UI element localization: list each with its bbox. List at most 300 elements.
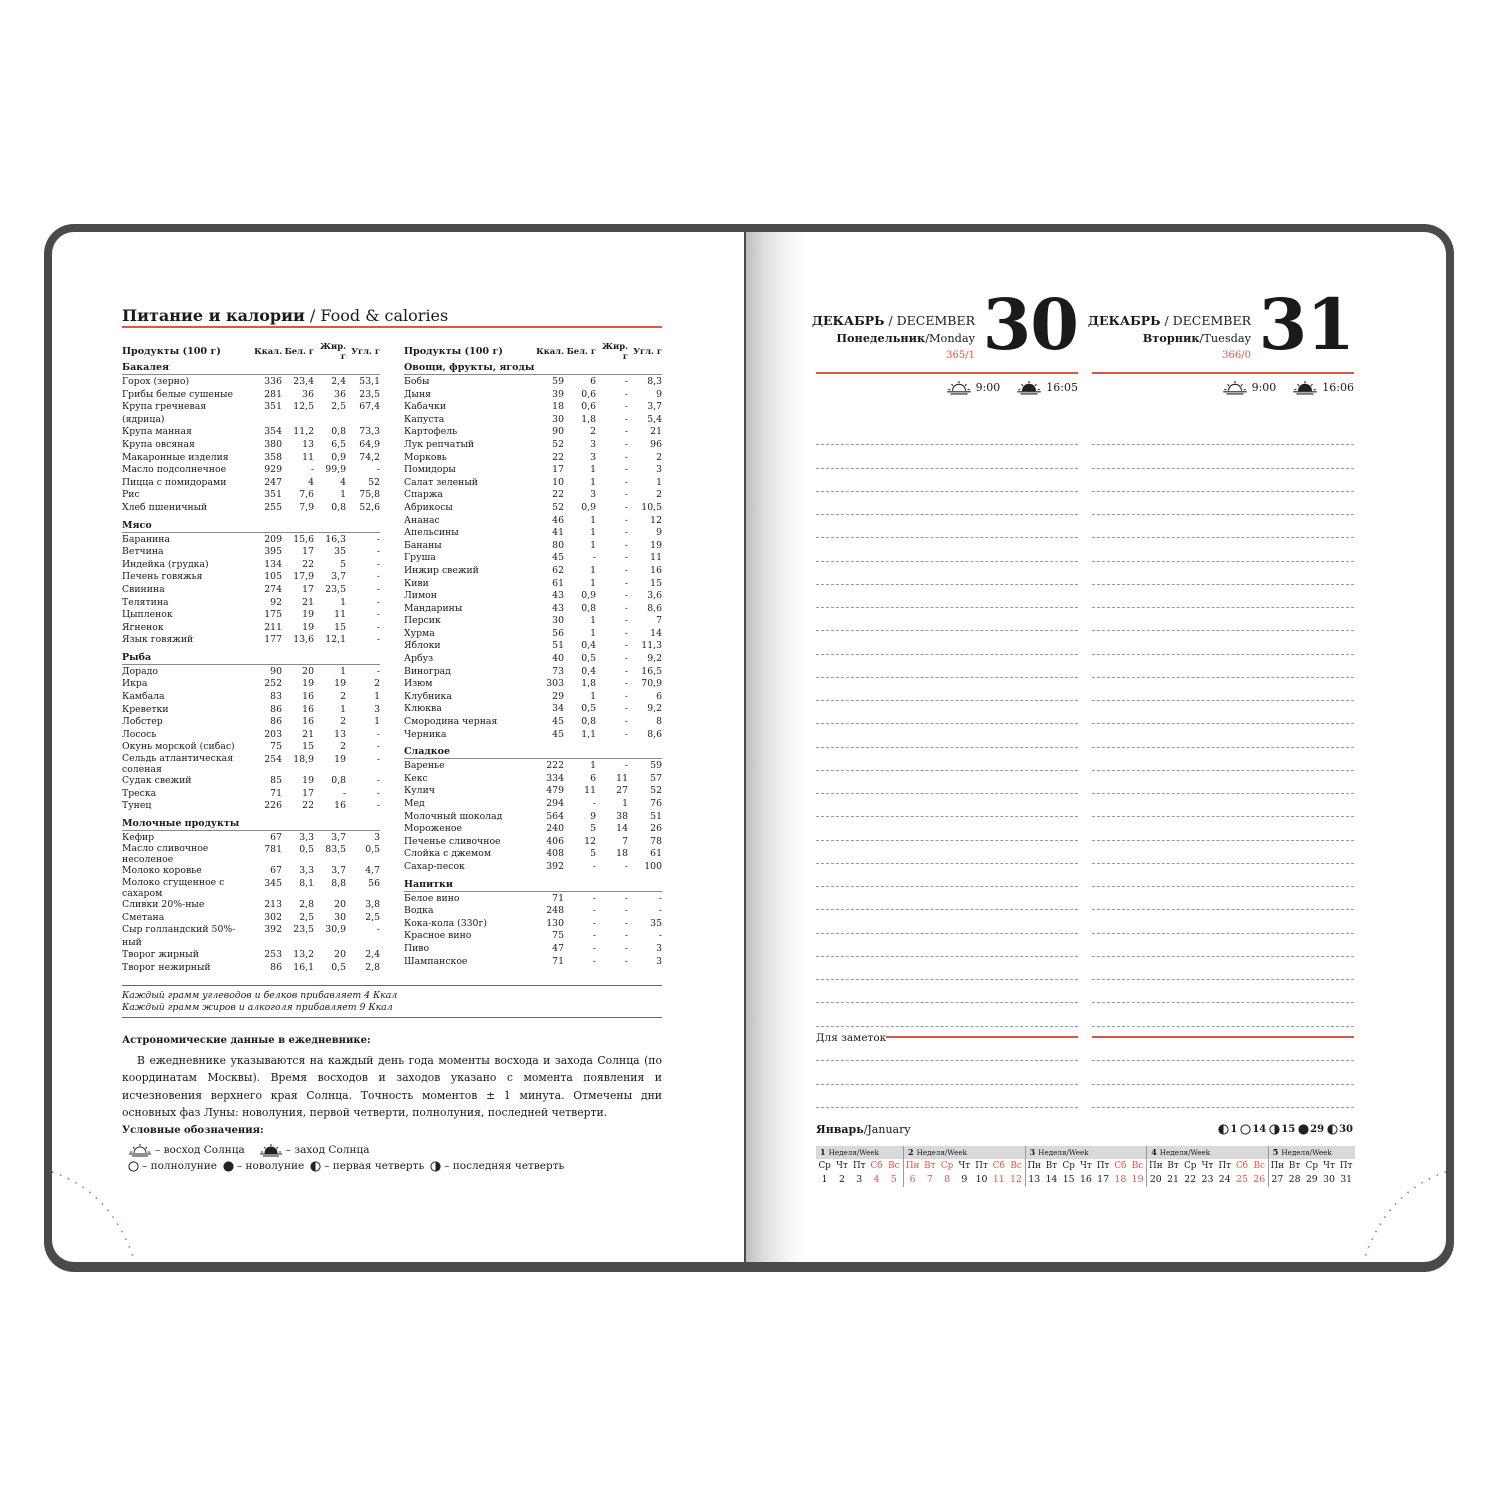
writing-line: [816, 515, 1078, 538]
fat-value: -: [624, 917, 628, 929]
fat-value: -: [624, 451, 628, 463]
carbs-value: -: [376, 634, 380, 646]
product-name: Апельсины: [404, 527, 459, 539]
food-table-right: [404, 340, 662, 968]
writing-line: [1092, 445, 1354, 468]
notes-label: Для заметок: [816, 1032, 887, 1044]
day-numbers: [816, 1173, 903, 1187]
kcal-value: 479: [546, 785, 564, 797]
moon-phase-day: 30: [1339, 1124, 1353, 1135]
table-row: [404, 640, 662, 653]
astro-title: Астрономические данные в ежедневнике:: [122, 1035, 371, 1046]
table-row: [122, 559, 380, 572]
product-name: Крупа манная: [122, 426, 192, 438]
table-row: [122, 754, 380, 775]
protein-value: -: [592, 917, 596, 929]
header-kcal: Ккал.: [254, 346, 282, 356]
writing-line: [816, 1003, 1078, 1026]
fat-value: -: [624, 627, 628, 639]
title-rule: [122, 326, 662, 328]
carbs-value: 0,5: [365, 844, 380, 856]
protein-value: 22: [302, 800, 314, 812]
full-moon-icon: [1240, 1124, 1251, 1135]
kcal-value: 392: [264, 924, 282, 936]
weekday-label: Вторник/Tuesday: [1142, 331, 1251, 345]
fat-value: 18: [616, 848, 628, 860]
writing-line: [1092, 701, 1354, 724]
protein-value: 0,9: [581, 501, 596, 513]
legend-first-label: – первая четверть: [324, 1160, 425, 1172]
table-row: [404, 653, 662, 666]
protein-value: 13,2: [293, 949, 314, 961]
protein-value: -: [592, 942, 596, 954]
protein-value: 16,1: [293, 961, 314, 973]
protein-value: 0,4: [581, 640, 596, 652]
product-name: Горох (зерно): [122, 376, 190, 387]
carbs-value: -: [376, 741, 380, 753]
table-row: [404, 376, 662, 389]
fat-value: 19: [334, 754, 346, 766]
fat-value: 3,7: [331, 571, 346, 583]
day-count: 365/1: [946, 350, 975, 361]
fat-value: 14: [616, 823, 628, 835]
moon-phase: [1327, 1124, 1353, 1135]
kcal-value: 345: [264, 878, 282, 889]
product-name: Молочный шоколад: [404, 810, 503, 822]
fat-value: 16,3: [325, 533, 346, 545]
product-name: Шампанское: [404, 955, 468, 967]
carbs-value: -: [376, 546, 380, 558]
table-row: [404, 729, 662, 742]
protein-value: 15,6: [293, 533, 314, 545]
right-page: [746, 232, 1446, 1262]
product-name: Камбала: [122, 691, 165, 703]
product-name: Пицца с помидорами: [122, 476, 227, 488]
carbs-value: 10,5: [641, 501, 662, 513]
carbs-value: 16,5: [641, 665, 662, 677]
kcal-value: 52: [552, 438, 564, 450]
writing-line: [1092, 724, 1354, 747]
sunrise-time: 9:00: [1251, 381, 1277, 394]
table-row: [122, 912, 380, 925]
astro-text: В ежедневнике указываются на каждый день года моменты восхода и захода Солнца (по координатам Москвы). Время восходов и заходов указано с момента появления и исчезновения верхнего края Солнца. Точность моментов ± 1 минута. Отмечены дни основных фаз Луны: новолуния, первой четверти, полнолуния, последней четверти.: [122, 1054, 662, 1119]
product-name: Черника: [404, 728, 447, 740]
carbs-value: 3: [656, 955, 662, 967]
product-name: Судак свежий: [122, 775, 192, 787]
fat-value: -: [624, 413, 628, 425]
carbs-value: 3,6: [647, 590, 662, 602]
table-row: [404, 590, 662, 603]
calorie-note: [122, 990, 397, 1014]
legend-last-label: – последняя четверть: [444, 1160, 565, 1172]
writing-line: [1092, 980, 1354, 1003]
table-row: [122, 878, 380, 899]
table-row: [404, 773, 662, 786]
product-name: Варенье: [404, 760, 445, 772]
sun-times: [1222, 380, 1354, 395]
week-number: 1: [820, 1147, 826, 1157]
kcal-value: 17: [552, 464, 564, 476]
kcal-value: 46: [552, 514, 564, 526]
note-rule-top: [122, 985, 662, 986]
calendar-day: 28: [1288, 1174, 1301, 1185]
weekday-names: [1026, 1159, 1147, 1173]
table-header: [122, 340, 380, 362]
week-label: Неделя/Week: [916, 1148, 967, 1157]
weekday-name: Ср: [818, 1161, 831, 1171]
protein-value: 1: [590, 539, 596, 551]
moon-phase-day: 15: [1281, 1124, 1296, 1135]
product-name: Печенье сливочное: [404, 835, 501, 847]
protein-value: 7,9: [299, 501, 314, 513]
carbs-value: -: [376, 533, 380, 545]
kcal-value: 247: [264, 476, 282, 488]
kcal-value: 22: [552, 489, 564, 501]
legend-full-label: – полнолуние: [142, 1160, 217, 1172]
table-row: [404, 515, 662, 528]
kcal-value: 222: [546, 760, 564, 772]
carbs-value: 11,3: [641, 640, 662, 652]
weekday-name: Пн: [1027, 1161, 1041, 1171]
fat-value: -: [624, 703, 628, 715]
table-row: [122, 546, 380, 559]
day-number: 31: [1258, 283, 1354, 366]
week-label: Неделя/Week: [1159, 1148, 1211, 1157]
writing-line: [816, 841, 1078, 864]
protein-value: 17: [302, 546, 314, 558]
kcal-value: 354: [264, 426, 282, 438]
fat-value: -: [624, 426, 628, 438]
kcal-value: 380: [264, 438, 282, 450]
carbs-value: -: [376, 596, 380, 608]
table-row: [404, 439, 662, 452]
kcal-value: 177: [264, 634, 282, 646]
notes-line: [1092, 1038, 1354, 1061]
kcal-value: 226: [264, 800, 282, 812]
kcal-value: 71: [552, 955, 564, 967]
protein-value: 1: [590, 564, 596, 576]
carbs-value: 3: [374, 831, 380, 843]
kcal-value: 43: [552, 590, 564, 602]
weekday-name: Ср: [940, 1161, 954, 1171]
product-name: Сыр голландский 50%-ный: [122, 924, 236, 948]
notes-line: [816, 1061, 1078, 1084]
day-numbers: [904, 1173, 1025, 1187]
kcal-value: 59: [552, 376, 564, 387]
product-name: Лобстер: [122, 716, 163, 728]
product-name: Ананас: [404, 514, 440, 526]
kcal-value: 86: [270, 716, 282, 728]
kcal-value: 30: [552, 615, 564, 627]
kcal-value: 29: [552, 690, 564, 702]
writing-line: [1092, 608, 1354, 631]
table-row: [122, 844, 380, 865]
protein-value: 16: [302, 691, 314, 703]
calorie-note-line: Каждый грамм жиров и алкоголя прибавляет 9 Ккал: [122, 1002, 393, 1013]
writing-line: [1092, 910, 1354, 933]
fat-value: 1: [340, 703, 346, 715]
moon-phase: [1269, 1124, 1295, 1135]
carbs-value: 56: [368, 878, 380, 889]
table-row: [122, 800, 380, 813]
fat-value: 0,8: [331, 501, 346, 513]
product-name: Яблоки: [404, 640, 441, 652]
writing-line: [816, 887, 1078, 910]
protein-value: -: [592, 798, 596, 809]
carbs-value: -: [658, 892, 662, 904]
writing-line: [1092, 538, 1354, 561]
table-header: [404, 340, 662, 362]
fat-value: 13: [334, 728, 346, 740]
product-name: Сахар-песок: [404, 860, 465, 872]
kcal-value: 30: [552, 413, 564, 425]
product-name: Цыпленок: [122, 609, 173, 621]
week-header: [1147, 1146, 1268, 1159]
writing-line: [1092, 887, 1354, 910]
weekday-names: [1147, 1159, 1268, 1173]
fat-value: -: [624, 602, 628, 614]
fat-value: -: [624, 464, 628, 476]
kcal-value: 86: [270, 961, 282, 973]
weekday-name: Сб: [1235, 1161, 1248, 1171]
fat-value: 27: [616, 785, 628, 797]
carbs-value: 73,3: [359, 426, 380, 438]
calendar-day: 1: [821, 1174, 828, 1185]
carbs-value: 35: [650, 917, 662, 929]
carbs-value: 1: [374, 691, 380, 703]
carbs-value: 1: [374, 716, 380, 728]
fat-value: 12,1: [325, 634, 346, 646]
sunset-time: 16:06: [1322, 381, 1354, 394]
protein-value: 3,3: [299, 865, 314, 877]
table-row: [404, 918, 662, 931]
protein-value: -: [310, 464, 314, 476]
protein-value: 1,8: [581, 413, 596, 425]
kcal-value: 43: [552, 602, 564, 614]
carbs-value: 96: [650, 438, 662, 450]
product-name: Макаронные изделия: [122, 451, 229, 463]
note-rule-bottom: [122, 1017, 662, 1018]
fat-value: -: [624, 716, 628, 728]
product-name: Свинина: [122, 583, 165, 595]
table-row: [404, 703, 662, 716]
writing-line: [1092, 748, 1354, 771]
table-row: [122, 376, 380, 389]
weekday-name: Вс: [1010, 1161, 1022, 1171]
kcal-value: 52: [552, 501, 564, 513]
legend-title: Условные обозначения:: [122, 1125, 264, 1136]
fat-value: 15: [334, 621, 346, 633]
table-row: [404, 452, 662, 465]
product-name: Красное вино: [404, 930, 472, 942]
carbs-value: 23,5: [359, 388, 380, 400]
kcal-value: 73: [552, 665, 564, 677]
header-carbs: Угл. г: [351, 346, 380, 356]
weekday-name: Чт: [836, 1161, 848, 1171]
table-row: [122, 571, 380, 584]
writing-line: [1092, 934, 1354, 957]
fat-value: -: [624, 388, 628, 400]
protein-value: 1: [590, 627, 596, 639]
fat-value: 4: [340, 476, 346, 488]
product-name: Капуста: [404, 413, 445, 425]
table-row: [404, 905, 662, 918]
fat-value: -: [624, 905, 628, 917]
kcal-value: 406: [546, 835, 564, 847]
fat-value: 99,9: [325, 464, 346, 476]
fat-value: 20: [334, 949, 346, 961]
table-row: [122, 464, 380, 477]
table-row: [404, 389, 662, 402]
moon-phase-day: 1: [1230, 1124, 1238, 1135]
writing-line: [816, 910, 1078, 933]
kcal-value: 134: [264, 558, 282, 570]
product-name: Сливки 20%-ные: [122, 899, 205, 910]
header-kcal: Ккал.: [536, 346, 564, 356]
calendar-day: 26: [1253, 1174, 1266, 1185]
weekday-name: Чт: [958, 1161, 971, 1171]
writing-line: [816, 748, 1078, 771]
carbs-value: -: [376, 775, 380, 787]
table-row: [122, 678, 380, 691]
fat-value: -: [624, 728, 628, 740]
fat-value: 30,9: [325, 924, 346, 936]
header-product: Продукты (100 г): [404, 345, 503, 357]
product-name: Хлеб пшеничный: [122, 501, 208, 513]
fat-value: -: [624, 678, 628, 690]
table-row: [404, 785, 662, 798]
gutter-shadow: [746, 232, 806, 1262]
product-name: Клюква: [404, 703, 442, 715]
table-row: [122, 426, 380, 439]
kcal-value: 175: [264, 609, 282, 621]
writing-line: [816, 562, 1078, 585]
fat-value: -: [624, 892, 628, 904]
fat-value: -: [624, 760, 628, 772]
month-label: ДЕКАБРЬ / DECEMBER: [811, 313, 975, 328]
week-header: [904, 1146, 1025, 1159]
calendar-day: 25: [1236, 1174, 1248, 1185]
carbs-value: 74,2: [359, 451, 380, 463]
table-row: [122, 729, 380, 742]
weekday-name: Чт: [1323, 1161, 1335, 1171]
calendar-day: 19: [1131, 1174, 1144, 1185]
first-quarter-icon: [1218, 1124, 1229, 1135]
product-name: Лосось: [122, 728, 157, 740]
moon-phase-day: 29: [1310, 1124, 1325, 1135]
legend-new-label: – новолуние: [236, 1160, 305, 1172]
kcal-value: 302: [264, 911, 282, 923]
protein-value: 0,5: [299, 844, 314, 856]
protein-value: 17,9: [293, 571, 314, 583]
protein-value: 1: [590, 615, 596, 627]
table-row: [122, 489, 380, 502]
carbs-value: 9: [656, 388, 662, 400]
writing-line: [816, 934, 1078, 957]
fat-value: 3,7: [331, 831, 346, 843]
week-number: 2: [908, 1147, 914, 1157]
carbs-value: 2: [656, 489, 662, 501]
product-name: Ягненок: [122, 621, 164, 633]
protein-value: 6: [590, 376, 596, 387]
fat-value: -: [624, 640, 628, 652]
kcal-value: 358: [264, 451, 282, 463]
day-numbers: [1147, 1173, 1268, 1187]
table-row: [122, 401, 380, 426]
weekday-name: Вс: [888, 1161, 900, 1171]
weekday-name: Пт: [1218, 1161, 1232, 1171]
weekday-name: Вс: [1131, 1161, 1144, 1171]
calendar-day: 2: [838, 1174, 845, 1185]
table-row: [122, 584, 380, 597]
carbs-value: 12: [650, 514, 662, 526]
weekday-name: Вт: [1045, 1161, 1058, 1171]
table-row: [122, 389, 380, 402]
protein-value: 7,6: [299, 489, 314, 501]
carbs-value: 2,8: [365, 961, 380, 973]
kcal-value: 105: [264, 571, 282, 583]
writing-line: [1092, 794, 1354, 817]
carbs-value: 3,8: [365, 899, 380, 910]
kcal-value: 47: [552, 942, 564, 954]
fat-value: 1: [622, 798, 628, 809]
table-row: [404, 502, 662, 515]
writing-line: [1092, 841, 1354, 864]
table-row: [404, 893, 662, 906]
weekday-name: Ср: [1305, 1161, 1318, 1171]
carbs-value: 53,1: [359, 376, 380, 387]
fat-value: -: [624, 665, 628, 677]
week-number: 5: [1272, 1147, 1279, 1157]
weekday-name: Пн: [1270, 1161, 1285, 1171]
weekday-name: Пт: [852, 1161, 866, 1171]
weekday-name: Пт: [1339, 1161, 1353, 1171]
product-name: Кока-кола (330г): [404, 917, 487, 929]
header-carbs: Угл. г: [633, 346, 662, 356]
protein-value: 16: [302, 716, 314, 728]
moon-phase: [1218, 1124, 1237, 1135]
kcal-value: 274: [264, 583, 282, 595]
table-row: [404, 691, 662, 704]
fat-value: 11: [334, 609, 346, 621]
kcal-value: 90: [552, 426, 564, 438]
legend-sun: [128, 1143, 369, 1157]
carbs-value: 70,9: [641, 678, 662, 690]
carbs-value: 3: [374, 703, 380, 715]
protein-value: 3: [590, 451, 596, 463]
calendar-week: [1146, 1146, 1268, 1187]
table-row: [404, 716, 662, 729]
carbs-value: 11: [650, 552, 662, 564]
product-name: Окунь морской (сибас): [122, 741, 235, 753]
fat-value: 0,9: [331, 451, 346, 463]
calendar-day: 9: [961, 1174, 968, 1185]
moon-phase: [1298, 1124, 1324, 1135]
legend-moon: [128, 1160, 564, 1172]
carbs-value: 9,2: [647, 703, 662, 715]
kcal-value: 86: [270, 703, 282, 715]
fat-value: 2,5: [331, 401, 346, 413]
weekday-name: Вс: [1253, 1161, 1265, 1171]
protein-value: 1: [590, 514, 596, 526]
writing-line: [1092, 562, 1354, 585]
fat-value: -: [624, 564, 628, 576]
table-row: [404, 615, 662, 628]
carbs-value: 8,6: [647, 602, 662, 614]
fat-value: 36: [334, 388, 346, 400]
fat-value: 0,8: [331, 426, 346, 438]
kcal-value: 85: [270, 775, 282, 787]
